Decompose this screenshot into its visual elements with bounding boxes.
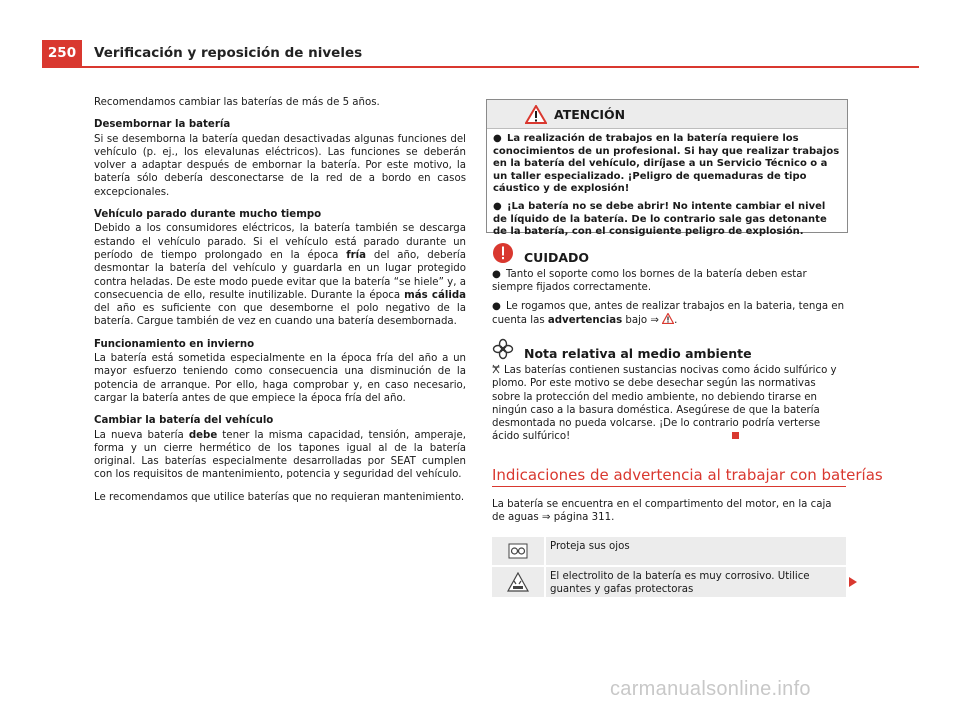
symbol-text: El electrolito de la batería es muy corrosivo. Utilice guantes y gafas protectoras [544, 567, 846, 597]
heading-cambiar: Cambiar la batería del vehículo [94, 415, 274, 427]
warning-reference-icon [662, 313, 674, 324]
caution-item: ● Le rogamos que, antes de realizar trabajos en la bateria, tenga en cuenta las advertencias bajo ⇒ . [492, 300, 845, 326]
symbol-icon-cell [492, 537, 544, 565]
environment-header [492, 338, 846, 360]
symbol-row [492, 537, 846, 565]
paragraph-parado: Debido a los consumidores eléctricos, la batería también se descarga estando el vehículo parado. Si el vehículo está parado durante un período de tiempo prolongado en la época fría del año, debería desmontar la batería del vehículo y guardarla en un lugar protegido contra heladas. De este modo puede evitar que la batería “se hiele” y, a consecuencia de ello, resulte inutilizable. Durante la época más cálida del año es suficiente con que desemborne el polo negativo de la batería. Cargue también de vez en cuando una batería desembornada. [94, 223, 466, 328]
environment-title: Nota relativa al medio ambiente [524, 345, 752, 361]
paragraph-cambiar: La nueva batería debe tener la misma capacidad, tensión, amperaje, forma y un cierre hermético de los tapones igual al de la batería original. Las baterías especialmente desarrolladas por SEAT cumplen con los requisitos de mantenimiento, potencia y seguridad del vehículo. [94, 429, 466, 481]
end-marker [732, 432, 739, 439]
protective-goggles-icon [508, 543, 528, 559]
warning-triangle-icon [525, 105, 547, 124]
corrosive-icon [507, 572, 529, 592]
caution-header [492, 242, 846, 264]
intro-paragraph: Recomendamos cambiar las baterías de más de 5 años. [94, 97, 380, 108]
warning-title: ATENCIÓN [554, 106, 626, 122]
symbol-text: Proteja sus ojos [544, 537, 846, 565]
left-column [94, 96, 466, 513]
section-intro: La batería se encuentra en el compartimento del motor, en la caja de aguas ⇒ página 311. [492, 499, 832, 524]
recycle-bin-icon [492, 364, 500, 374]
caution-item: ● Tanto el soporte como los bornes de la batería deben estar siempre fijados correctamente. [492, 269, 807, 294]
environment-text: Las baterías contienen sustancias nocivas como ácido sulfúrico y plomo. Por este motivo se debe desechar según las normativas sobre la protección del medio ambiente, no debiendo tirarse en ningún caso a la basura doméstica. Asegúrese de que la batería desmontada no pueda volcarse. ¡De lo contrario podría verterse ácido sulfúrico! [492, 365, 837, 443]
watermark: carmanualsonline.info [610, 678, 811, 700]
caution-icon [492, 242, 514, 264]
symbol-row [492, 567, 846, 597]
caution-section [492, 242, 846, 332]
environment-leaf-icon [492, 338, 514, 360]
warning-body [487, 129, 847, 239]
warning-item: ● La realización de trabajos en la batería requiere los conocimientos de un profesional. Si hay que realizar trabajos en la batería del vehículo, diríjase a un Servicio Técnico o a un taller especializado. ¡Peligro de quemaduras de tipo cáustico y de explosión! [493, 133, 840, 195]
header-rule [42, 66, 919, 68]
warning-box [486, 99, 848, 238]
heading-parado: Vehículo parado durante mucho tiempo [94, 209, 322, 221]
paragraph-invierno: La batería está sometida especialmente en la época fría del año a un mayor esfuerzo teniendo como consecuencia una disminución de la potencia de arranque. Por ello, haga comprobar y, en caso necesario, cargar la batería antes de que empiece la época fría del año. [94, 353, 466, 404]
page-title: Verificación y reposición de niveles [94, 45, 363, 61]
symbol-icon-cell [492, 567, 544, 597]
section-title: Indicaciones de advertencia al trabajar con baterías [492, 466, 883, 484]
heading-invierno: Funcionamiento en invierno [94, 338, 255, 350]
paragraph-desembornar: Si se desemborna la batería quedan desactivadas algunas funciones del vehículo (p. ej., los elevalunas eléctricos). Las funciones se deberán volver a adaptar después de embornar la batería. Por este motivo, la batería sólo debería desconectarse de la red de a bordo en casos excepcionales. [94, 133, 466, 198]
heading-desembornar: Desembornar la batería [94, 119, 231, 131]
environment-section [492, 338, 846, 449]
caution-title: CUIDADO [524, 249, 590, 265]
paragraph-recommendation: Le recomendamos que utilice baterías que no requieran mantenimiento. [94, 491, 465, 503]
page-number: 250 [42, 40, 82, 66]
continue-arrow-icon [848, 577, 858, 587]
section-rule [492, 486, 846, 487]
warning-item: ● ¡La batería no se debe abrir! No intente cambiar el nivel de líquido de la batería. De lo contrario sale gas detonante de la batería, con el consiguiente peligro de explosión. [493, 200, 827, 238]
warning-header [487, 100, 847, 129]
